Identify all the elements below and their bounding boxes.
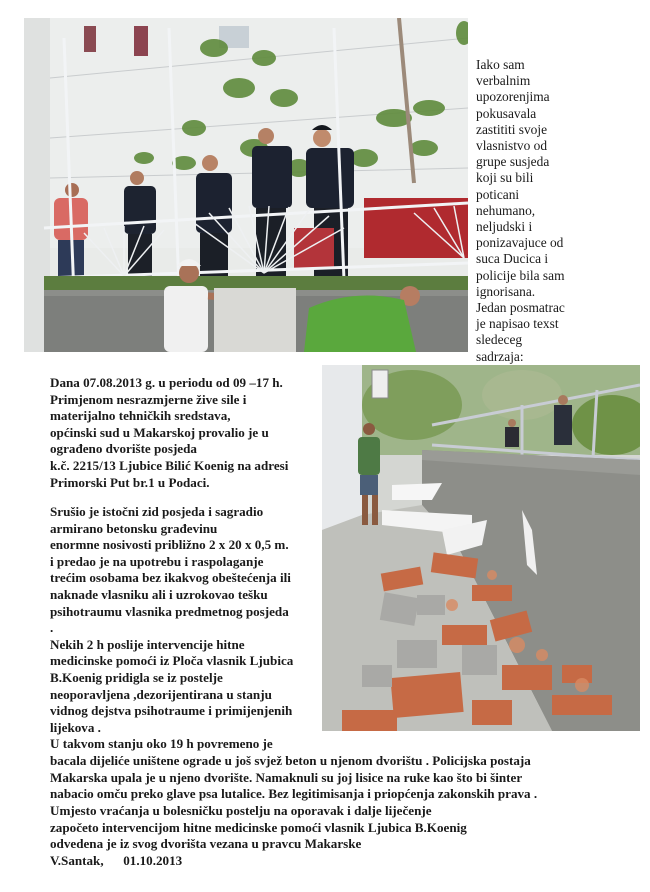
text-line: armirano betonsku građevinu bbox=[50, 520, 218, 536]
text-line: psihotraumu vlasnika predmetnog posjeda bbox=[50, 603, 289, 619]
intro-line: suca Ducica i bbox=[476, 251, 549, 267]
text-line: . bbox=[50, 620, 54, 636]
text-line: naknade vlasniku ali i uzrokovao tešku bbox=[50, 586, 268, 602]
text-line: Primjenom nesrazmjerne žive sile i bbox=[50, 391, 247, 407]
text-line: ograđeno dvorište posjeda bbox=[50, 441, 197, 457]
photo-police-at-fence bbox=[24, 18, 468, 352]
closing-paragraph bbox=[50, 803, 467, 869]
consequences-paragraph bbox=[50, 504, 537, 803]
intro-line: Iako sam bbox=[476, 57, 525, 72]
intro-line: koji su bili bbox=[476, 170, 534, 186]
text-line: Umjesto vraćanja u bolesničku postelju na oporavak i dalje liječenje bbox=[50, 803, 432, 818]
intro-line: upozorenjima bbox=[476, 89, 550, 105]
intro-line: poticani bbox=[476, 186, 520, 202]
text-line: i predao je na upotrebu i raspolaganje bbox=[50, 553, 264, 569]
intro-line: ignorisana. bbox=[476, 283, 536, 299]
text-line: Makarska upala je u njeno dvorište. Namaknuli su joj lisice na ruke kao što bi šinter bbox=[50, 769, 523, 785]
incident-paragraph bbox=[50, 375, 288, 491]
text-line: neoporavljena ,dezorijentirana u stanju bbox=[50, 686, 272, 702]
text-line: lijekova . bbox=[50, 719, 101, 735]
intro-line: ponizavajuce od bbox=[476, 235, 564, 251]
text-line: medicinske pomoći iz Ploča vlasnik Ljubica bbox=[50, 653, 294, 669]
intro-line: zastititi svoje bbox=[476, 121, 548, 137]
text-line: odvedena je iz svog dvorišta vezana u pravcu Makarske bbox=[50, 836, 362, 852]
text-line: U takvom stanju oko 19 h povremeno je bbox=[50, 736, 273, 752]
text-line: materijalno tehničkih sredstava, bbox=[50, 408, 231, 424]
text-line: trećim osobama bez ikakvog obeštećenja ili bbox=[50, 570, 291, 586]
text-line: B.Koenig pridigla se iz postelje bbox=[50, 669, 223, 685]
text-line: Primorski Put br.1 u Podaci. bbox=[50, 474, 210, 490]
intro-line: je napisao texst bbox=[476, 316, 559, 332]
intro-line: nehumano, bbox=[476, 202, 536, 218]
text-line: bacala dijeliće uništene ograde u još svjež beton u njenom dvorištu . Policijska postaja bbox=[50, 752, 531, 768]
intro-line: vlasnistvo od bbox=[476, 138, 548, 154]
text-line: vidnog dejstva psihotraume i primijenjenih bbox=[50, 703, 293, 719]
photo-police-at-fence-illustration bbox=[24, 18, 468, 352]
text-line: općinski sud u Makarskoj provalio je u bbox=[50, 424, 269, 440]
intro-line: sledeceg bbox=[476, 332, 523, 348]
intro-line: policije bila sam bbox=[476, 267, 565, 283]
intro-line: grupe susjeda bbox=[476, 154, 550, 170]
text-line: enormne nosivosti približno 2 x 20 x 0,5 m. bbox=[50, 537, 289, 553]
text-line: Nekih 2 h poslije intervencije hitne bbox=[50, 636, 245, 652]
text-line: nabacio omču preko glave psa lutalice. Bez legitimisanja i priopćenja zakonskih prava . bbox=[50, 786, 538, 802]
signature-line: V.Santak, 01.10.2013 bbox=[50, 852, 183, 868]
intro-line: sadrzaja: bbox=[476, 348, 524, 364]
text-line: Dana 07.08.2013 g. u periodu od 09 –17 h. bbox=[50, 375, 283, 390]
intro-line: Jedan posmatrac bbox=[476, 300, 565, 316]
text-line: započeto intervencijom hitne medicinske pomoći vlasnik Ljubica B.Koenig bbox=[50, 819, 467, 835]
text-line: Srušio je istočni zid posjeda i sagradio bbox=[50, 504, 264, 519]
intro-line: verbalnim bbox=[476, 73, 531, 89]
intro-line: neljudski i bbox=[476, 219, 533, 235]
text-line: k.č. 2215/13 Ljubice Bilić Koenig na adresi bbox=[50, 457, 289, 473]
intro-paragraph bbox=[476, 57, 646, 365]
intro-line: pokusavala bbox=[476, 105, 537, 121]
